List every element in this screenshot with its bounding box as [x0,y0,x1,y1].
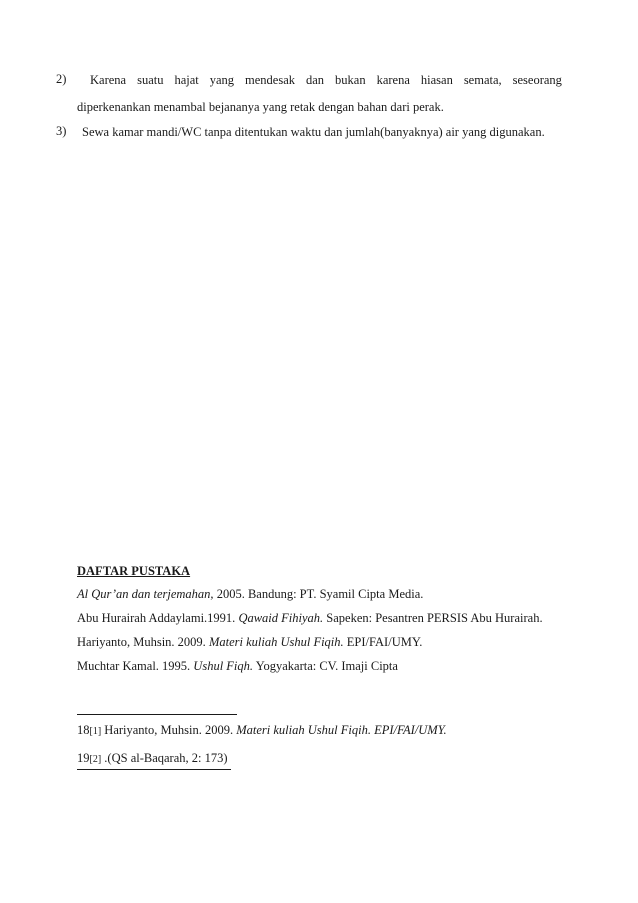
word: suatu [137,73,164,87]
list-number: 2) [56,72,67,86]
word: yang [209,73,235,87]
entry-publisher: 2005. Bandung: PT. Syamil Cipta Media. [213,587,424,601]
footnote[interactable] [77,722,447,740]
entry-publisher: Yogyakarta: CV. Imaji Cipta [253,659,398,673]
footnote-number: 19 [77,751,90,765]
bibliography-entry [77,658,398,674]
list-item-text [90,72,562,88]
bibliography-heading: DAFTAR PUSTAKA [77,564,191,578]
bibliography-entry [77,634,422,650]
word: mendesak [245,73,296,87]
word: semata, [463,73,502,87]
word: Karena [90,73,127,87]
list-number: 3) [56,124,67,138]
entry-title: Al Qur’an dan terjemahan, [77,587,214,601]
footnote-ref-link[interactable]: [1] [89,726,102,737]
word: seseorang [512,73,562,87]
footnote-number: 18 [77,723,90,737]
entry-author: Muchtar Kamal. 1995. [77,659,194,673]
entry-title: Ushul Fiqh. [193,659,254,673]
footnote-separator [77,714,237,715]
bibliography-entry [77,586,423,602]
footnote-ref-link[interactable]: [2] [89,754,102,765]
entry-title: Qawaid Fihiyah. [238,611,324,625]
bibliography-entry [77,610,543,626]
entry-title: Materi kuliah Ushul Fiqih. [208,635,344,649]
word: dan [306,73,325,87]
entry-publisher: Sapeken: Pesantren PERSIS Abu Hurairah. [323,611,543,625]
footnote-title: Materi kuliah Ushul Fiqih. EPI/FAI/UMY. [236,723,447,737]
entry-author: Hariyanto, Muhsin. 2009. [77,635,209,649]
word: karena [376,73,410,87]
footnote-author: Hariyanto, Muhsin. 2009. [101,723,237,737]
word: hiasan [420,73,453,87]
entry-publisher: EPI/FAI/UMY. [343,635,423,649]
footnote-text: .(QS al-Baqarah, 2: 173) [101,751,228,765]
footnote[interactable] [77,750,228,768]
list-item-text: diperkenankan menambal bejananya yang retak dengan bahan dari perak. [77,100,444,114]
entry-author: Abu Hurairah Addaylami.1991. [77,611,239,625]
word: hajat [174,73,199,87]
footnote-separator [77,769,231,770]
list-item-text: Sewa kamar mandi/WC tanpa ditentukan waktu dan jumlah(banyaknya) air yang digunakan. [82,125,545,139]
word: bukan [335,73,366,87]
